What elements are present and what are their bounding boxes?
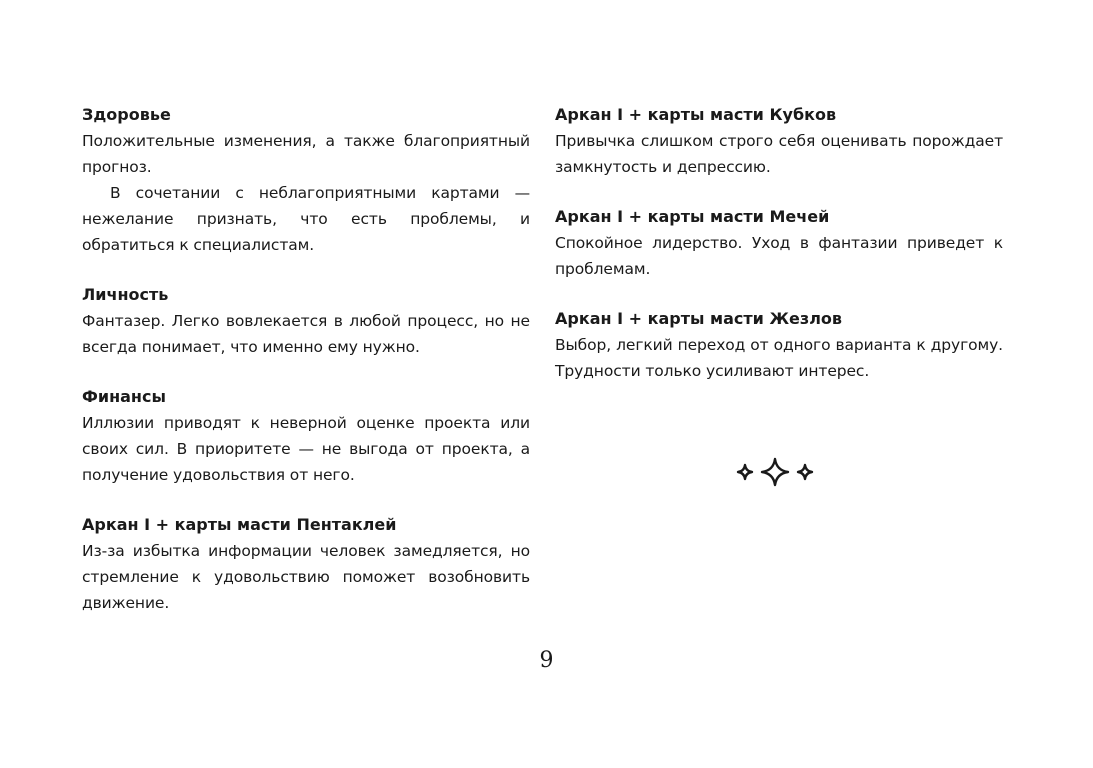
section-paragraph: Иллюзии приводят к неверной оценке проекта или своих сил. В приоритете — не выгода от проекта, а получение удовольствия от него. [82, 414, 530, 484]
section-arcana-cups [555, 102, 1003, 180]
small-star-right-icon [798, 465, 812, 479]
section-heading: Аркан I + карты масти Жезлов [555, 309, 843, 328]
left-column [82, 102, 530, 640]
section-heading: Аркан I + карты масти Пентаклей [82, 515, 397, 534]
section-heading: Аркан I + карты масти Мечей [555, 207, 830, 226]
right-column [555, 102, 1003, 408]
section-finance [82, 384, 530, 488]
section-personality [82, 282, 530, 360]
section-heading: Аркан I + карты масти Кубков [555, 105, 837, 124]
section-arcana-swords [555, 204, 1003, 282]
section-paragraph: В сочетании с неблагоприятными картами — нежелание признать, что есть проблемы, и обратиться к специалистам. [82, 184, 530, 254]
section-heading: Финансы [82, 387, 166, 406]
section-health [82, 102, 530, 258]
section-paragraph: Спокойное лидерство. Уход в фантазии приведет к проблемам. [555, 234, 1003, 278]
large-star-center-icon [762, 459, 788, 485]
small-star-left-icon [738, 465, 752, 479]
section-paragraph: Положительные изменения, а также благоприятный прогноз. [82, 132, 530, 176]
section-heading: Здоровье [82, 105, 171, 124]
section-heading: Личность [82, 285, 169, 304]
section-paragraph: Выбор, легкий переход от одного варианта к другому. Трудности только усиливают интерес. [555, 336, 1003, 380]
section-paragraph: Привычка слишком строго себя оценивать порождает замкнутость и депрессию. [555, 132, 1003, 176]
page-number: 9 [539, 648, 554, 673]
section-arcana-wands [555, 306, 1003, 384]
section-arcana-pentacles [82, 512, 530, 616]
section-paragraph: Из-за избытка информации человек замедляется, но стремление к удовольствию поможет возобновить движение. [82, 542, 530, 612]
four-point-stars-icon [735, 456, 815, 488]
section-paragraph: Фантазер. Легко вовлекается в любой процесс, но не всегда понимает, что именно ему нужно. [82, 312, 530, 356]
